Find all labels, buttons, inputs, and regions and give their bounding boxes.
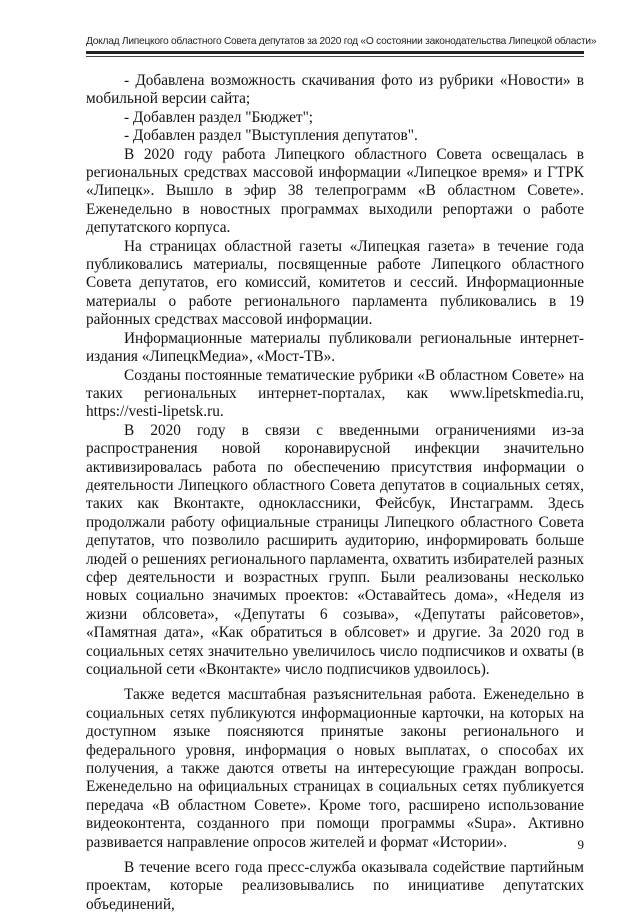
list-item-speeches-section: - Добавлен раздел "Выступления депутатов". [124, 127, 418, 145]
page-number: 9 [577, 837, 584, 852]
header-rule-thick [86, 51, 584, 54]
report-body [86, 72, 584, 914]
list-item-budget-section: - Добавлен раздел "Бюджет"; [124, 108, 314, 126]
paragraph-explanatory-work: Также ведется масштабная разъяснительная работа. Еженедельно в социальных сетях публикуются информационные карточки, на которых на доступном языке поясняются принятые законы регионального и федерального уровня, информация о новых выплатах, о способах их получения, а также даются ответы на интересующие граждан вопросы. Еженедельно на официальных страницах в социальных сетях публикуется передача «В областном Совете». Кроме того, расширено использование видеоконтента, созданного при помощи программы «Supa». Активно развивается направление опросов жителей и формат «Истории». [86, 686, 584, 851]
paragraph-press-service: В течение всего года пресс-служба оказывала содействие партийным проектам, которые реализовывались по инициативе депутатских объединений, [86, 859, 584, 913]
paragraph-internet-media: Информационные материалы публиковали региональные интернет-издания «ЛипецкМедиа», «Мост-ТВ». [86, 329, 584, 366]
paragraph-regional-newspaper: На страницах областной газеты «Липецкая газета» в течение года публиковались материалы, посвященные работе Липецкого областного Совета депутатов, его комиссий, комитетов и сессий. Информационные материалы о работе регионального парламента публиковались в 19 районных средствах массовой информации. [86, 237, 584, 329]
list-item-news-photo-download: - Добавлена возможность скачивания фото из рубрики «Новости» в мобильной версии сайта; [86, 72, 584, 108]
header-rule-thin [86, 56, 584, 57]
paragraph-social-networks: В 2020 году в связи с введенными ограничениями из-за распространения новой коронавирусной инфекции значительно активизировалась работа по обеспечению присутствия информации о деятельности Липецкого областного Совета депутатов в социальных сетях, таких как Вконтакте, одноклассники, Фейсбук, Инстаграмм. Здесь продолжали работу официальные страницы Липецкого областного Совета депутатов, что позволило расширить аудиторию, информировать больше людей о решениях регионального парламента, охватить избирателей разных сфер деятельности и возрастных групп. Были реализованы несколько новых социально значимых проектов: «Оставайтесь дома», «Неделя из жизни облсовета», «Депутаты 6 созыва», «Депутаты райсоветов», «Памятная дата», «Как обратиться в облсовет» и другие. За 2020 год в социальных сетях значительно увеличилось число подписчиков и охваты (в социальной сети «Вконтакте» число подписчиков удвоилось). [86, 421, 584, 678]
paragraph-regional-media: В 2020 году работа Липецкого областного Совета освещалась в региональных средствах массовой информации «Липецкое время» и ГТРК «Липецк». Вышло в эфир 38 телепрограмм «В областном Совете». Еженедельно в новостных программах выходили репортажи о работе депутатского корпуса. [86, 145, 584, 237]
paragraph-thematic-sections: Созданы постоянные тематические рубрики «В областном Совете» на таких региональных интернет-порталах, как www.lipetskmedia.ru, https://vesti-lipetsk.ru. [86, 366, 584, 421]
running-header: Доклад Липецкого областного Совета депутатов за 2020 год «О состоянии законодательства Липецкой области» [86, 36, 597, 47]
